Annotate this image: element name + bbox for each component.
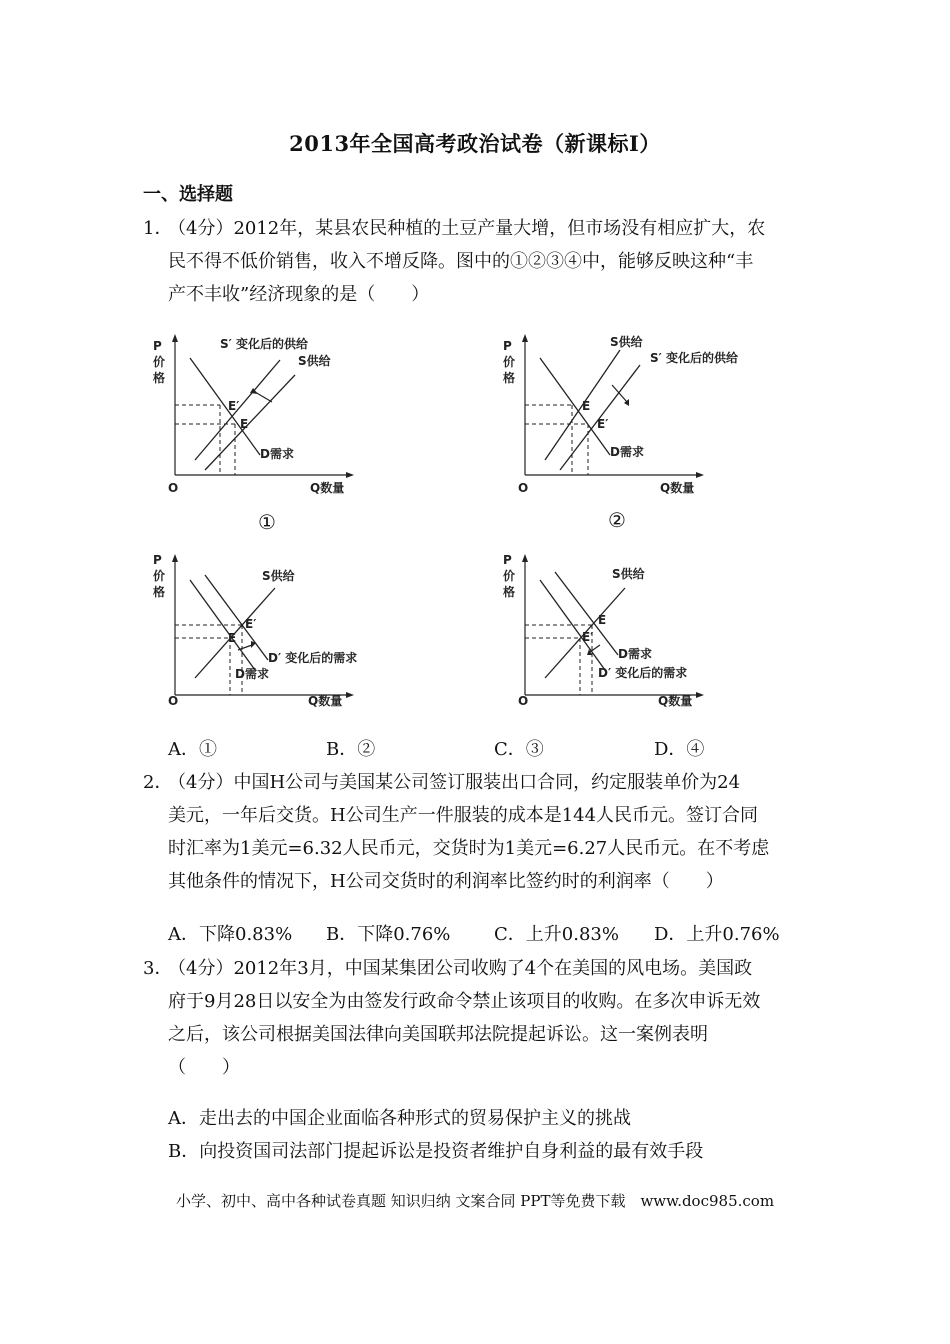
option-a[interactable]: A．走出去的中国企业面临各种形式的贸易保护主义的挑战 <box>168 1108 631 1129</box>
equilibrium-label: E′ <box>597 417 609 431</box>
origin-label: O <box>518 694 529 708</box>
question-1 <box>143 212 823 311</box>
curve-label: S供给 <box>298 354 331 368</box>
question-text-line: 民不得不低价销售，收入不增反降。图中的①②③④中，能够反映这种“丰 <box>168 251 754 272</box>
axis-q-label: Q数量 <box>658 694 693 708</box>
option-d[interactable]: D．上升0.76% <box>654 924 780 945</box>
equilibrium-label: E <box>240 417 249 431</box>
option-b[interactable]: B．② <box>326 739 376 760</box>
equilibrium-label: E <box>598 613 607 627</box>
question-text-line: 产不丰收”经济现象的是（ ） <box>168 284 430 305</box>
curve-label: D′ 变化后的需求 <box>598 666 688 680</box>
equilibrium-label: E <box>582 399 591 413</box>
graph-3 <box>150 550 390 719</box>
equilibrium-label: E′ <box>245 617 257 631</box>
option-a[interactable]: A．① <box>168 739 217 760</box>
option-c[interactable]: C．③ <box>494 739 544 760</box>
equilibrium-label: E′ <box>228 399 240 413</box>
curve-label: S供给 <box>610 335 643 349</box>
question-text-line: （4分）2012年，某县农民种植的土豆产量大增，但市场没有相应扩大，农 <box>168 218 766 239</box>
axis-p-label: P <box>503 339 512 353</box>
question-number: 3． <box>143 958 173 979</box>
graph-2 <box>500 330 760 499</box>
axis-p-label: P <box>503 553 512 567</box>
page-title: 2013年全国高考政治试卷（新课标Ⅰ） <box>289 131 661 156</box>
graph-1 <box>150 330 380 499</box>
axis-price-label: 价 <box>153 569 166 583</box>
origin-label: O <box>168 694 179 708</box>
axis-p-label: P <box>153 553 162 567</box>
section-heading: 一、选择题 <box>143 184 233 205</box>
axis-q-label: Q数量 <box>308 694 343 708</box>
origin-label: O <box>168 481 179 495</box>
question-text-line: （ ） <box>168 1057 240 1078</box>
question-text-line: 府于9月28日以安全为由签发行政命令禁止该项目的收购。在多次申诉无效 <box>168 991 761 1012</box>
axis-price-label: 价 <box>503 355 516 369</box>
curve-label: D需求 <box>260 447 294 461</box>
equilibrium-label: E′ <box>582 630 594 644</box>
option-a[interactable]: A．下降0.83% <box>168 924 293 945</box>
question-text-line: 其他条件的情况下，H公司交货时的利润率比签约时的利润率（ ） <box>168 871 724 892</box>
curve-label: S′ 变化后的供给 <box>650 351 738 365</box>
curve-label: D需求 <box>610 445 644 459</box>
axis-price-label: 价 <box>153 355 166 369</box>
graph-caption: ① <box>258 510 276 534</box>
axis-price-label: 格 <box>503 585 516 599</box>
question-number: 2． <box>143 772 173 793</box>
axis-price-label: 格 <box>153 371 166 385</box>
axis-q-label: Q数量 <box>660 481 695 495</box>
curve-label: S供给 <box>612 567 645 581</box>
curve-label: D需求 <box>618 647 652 661</box>
question-text-line: （4分）中国H公司与美国某公司签订服装出口合同，约定服装单价为24 <box>168 772 741 793</box>
axis-price-label: 格 <box>153 585 166 599</box>
option-d[interactable]: D．④ <box>654 739 705 760</box>
question-text-line: 之后，该公司根据美国法律向美国联邦法院提起诉讼。这一案例表明 <box>168 1024 708 1045</box>
origin-label: O <box>518 481 529 495</box>
question-2 <box>143 766 823 898</box>
curve-label: D′ 变化后的需求 <box>268 651 358 665</box>
question-3 <box>143 952 823 1084</box>
option-c[interactable]: C．上升0.83% <box>494 924 619 945</box>
option-b[interactable]: B．向投资国司法部门提起诉讼是投资者维护自身利益的最有效手段 <box>168 1141 704 1162</box>
curve-label: S供给 <box>262 569 295 583</box>
curve-label: D需求 <box>235 667 269 681</box>
question-text-line: 美元，一年后交货。H公司生产一件服装的成本是144人民币元。签订合同 <box>168 805 759 826</box>
option-b[interactable]: B．下降0.76% <box>326 924 451 945</box>
equilibrium-label: E <box>228 631 237 645</box>
graph-caption: ② <box>608 508 626 532</box>
axis-q-label: Q数量 <box>310 481 345 495</box>
page-footer: 小学、初中、高中各种试卷真题 知识归纳 文案合同 PPT等免费下载 www.doc985.com <box>175 1192 775 1210</box>
question-text-line: 时汇率为1美元=6.32人民币元，交货时为1美元=6.27人民币元。在不考虑 <box>168 838 770 859</box>
curve-label: S′ 变化后的供给 <box>220 337 308 351</box>
question-text-line: （4分）2012年3月，中国某集团公司收购了4个在美国的风电场。美国政 <box>168 958 753 979</box>
axis-p-label: P <box>153 339 162 353</box>
graph-4 <box>500 550 740 719</box>
axis-price-label: 格 <box>503 371 516 385</box>
question-number: 1． <box>143 218 173 239</box>
axis-price-label: 价 <box>503 569 516 583</box>
